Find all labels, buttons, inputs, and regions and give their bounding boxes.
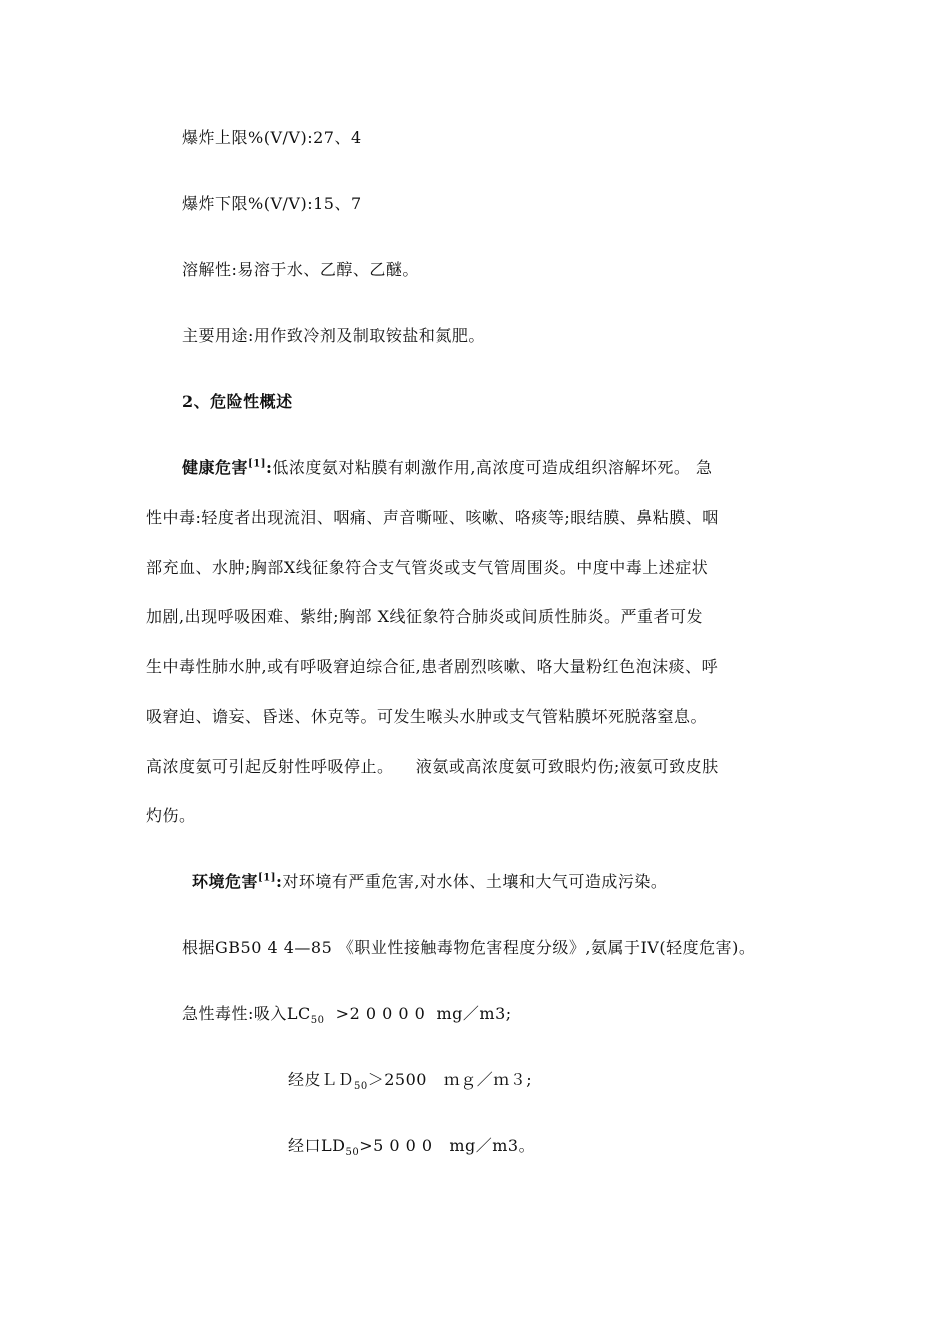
toxicity-dermal-subscript: 50 (354, 1081, 368, 1093)
environment-hazard-line (192, 870, 667, 894)
health-hazard-text-line: 部充血、水肿;胸部X线征象符合支气管炎或支气管周围炎。中度中毒上述症状 (146, 558, 709, 577)
explosion-upper-limit: 爆炸上限%(V/V):27、4 (182, 128, 362, 147)
toxicity-oral-subscript: 50 (345, 1147, 360, 1159)
classification-line: 根据GB50 4 4—85 《职业性接触毒物危害程度分级》,氨属于IV(轻度危害)。 (182, 938, 756, 957)
health-hazard-text-line: 生中毒性肺水肿,或有呼吸窘迫综合征,患者剧烈咳嗽、咯大量粉红色泡沫痰、呼 (146, 657, 719, 676)
toxicity-oral-value: >5 0 0 0 mg／m3。 (359, 1136, 536, 1155)
environment-hazard-colon: : (275, 872, 283, 891)
environment-hazard-reference: [1] (258, 872, 276, 884)
health-hazard-text-line: 吸窘迫、谵妄、昏迷、休克等。可发生喉头水肿或支气管粘膜坏死脱落窒息。 (146, 707, 708, 726)
environment-hazard-text: 对环境有严重危害,对水体、土壤和大气可造成污染。 (282, 872, 668, 891)
health-hazard-text-line: 灼伤。 (146, 806, 196, 825)
section-heading: 2、危险性概述 (182, 392, 293, 411)
toxicity-dermal-prefix: 经皮ＬＤ (288, 1070, 355, 1089)
toxicity-inhalation-subscript: 50 (310, 1015, 325, 1027)
toxicity-inhalation-value: >2 0 0 0 0 mg／m3; (324, 1004, 512, 1023)
toxicity-inhalation-prefix: 急性毒性:吸入LC (182, 1004, 311, 1023)
toxicity-oral-prefix: 经口LD (288, 1136, 346, 1155)
toxicity-dermal (288, 1068, 532, 1092)
health-hazard-text-line: 性中毒:轻度者出现流泪、咽痛、声音嘶哑、咳嗽、咯痰等;眼结膜、鼻粘膜、咽 (146, 508, 719, 527)
environment-hazard-label: 环境危害 (192, 872, 259, 891)
health-hazard-text-line: 高浓度氨可引起反射性呼吸停止。 液氨或高浓度氨可致眼灼伤;液氨可致皮肤 (146, 757, 719, 776)
toxicity-inhalation (182, 1002, 512, 1026)
health-hazard-label: 健康危害 (182, 458, 249, 477)
health-hazard-text-line: 加剧,出现呼吸困难、紫绀;胸部 X线征象符合肺炎或间质性肺炎。严重者可发 (146, 607, 703, 626)
solubility: 溶解性:易溶于水、乙醇、乙醚。 (182, 260, 419, 279)
toxicity-dermal-value: ＞2500 ｍｇ／ｍ３; (367, 1070, 533, 1089)
toxicity-oral (288, 1134, 535, 1158)
health-hazard-colon: : (265, 458, 273, 477)
explosion-lower-limit: 爆炸下限%(V/V):15、7 (182, 194, 362, 213)
health-hazard-reference: [1] (248, 458, 266, 470)
main-usage: 主要用途:用作致冷剂及制取铵盐和氮肥。 (182, 326, 485, 345)
health-hazard-text-line: 低浓度氨对粘膜有刺激作用,高浓度可造成组织溶解坏死。 急 (272, 458, 713, 477)
health-hazard-first-line (182, 456, 713, 480)
